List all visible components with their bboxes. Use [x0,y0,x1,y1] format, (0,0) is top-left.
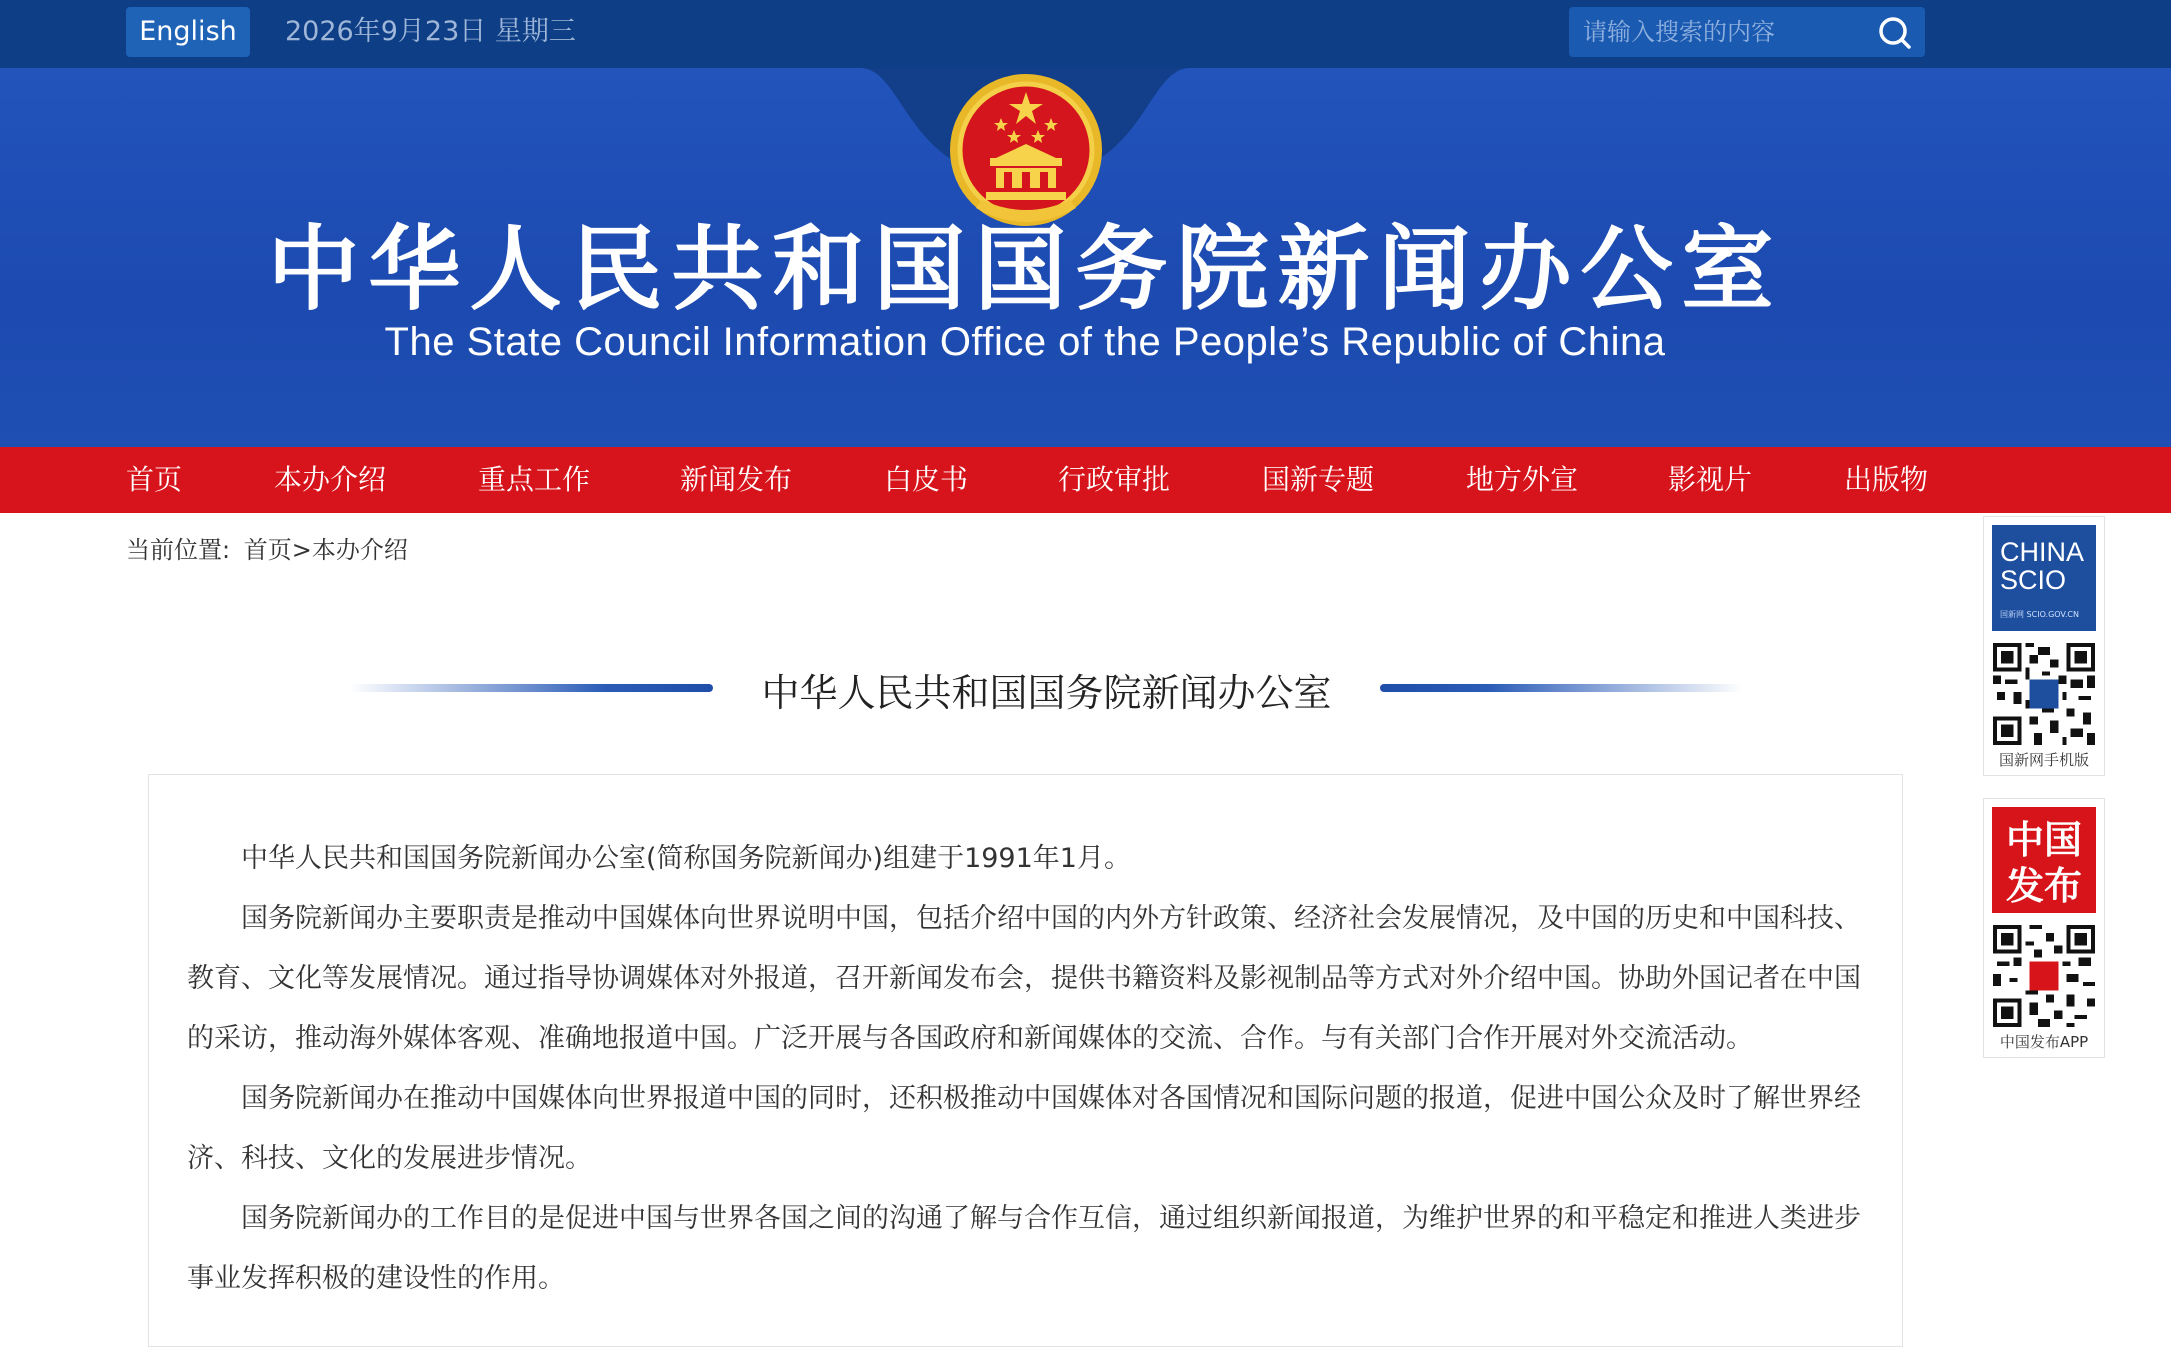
page-title: 中华人民共和国国务院新闻办公室 [761,671,1332,715]
site-title-english: The State Council Information Office of the People’s Republic of China [384,320,1666,364]
nav-item-about[interactable]: 本办介绍 [274,463,387,496]
qr-caption: 国新网手机版 [1998,751,2089,769]
qr-caption: 中国发布APP [1999,1033,2089,1051]
qr-card-china-release-app[interactable] [1983,798,2105,1058]
top-bar [0,0,2171,68]
nav-item-press-releases[interactable]: 新闻发布 [680,463,793,496]
nav-item-key-work[interactable]: 重点工作 [478,463,591,496]
header-banner [0,68,2171,447]
china-release-logo [1992,807,2096,913]
search-icon[interactable] [1876,14,1914,52]
logo-line-1: 中国 [2005,818,2083,862]
site-title-chinese: 中华人民共和国国务院新闻办公室 [267,216,1783,323]
logo-small-text: 国新网 SCIO.GOV.CN [2000,610,2079,619]
article-paragraph: 中华人民共和国国务院新闻办公室(简称国务院新闻办)组建于1991年1月。 [241,843,1131,874]
qr-code-icon [1993,643,2095,745]
main-nav [0,447,2171,513]
breadcrumb-path-link[interactable]: 首页>本办介绍 [243,536,408,564]
nav-item-home[interactable]: 首页 [126,463,183,496]
nav-item-local-publicity[interactable]: 地方外宣 [1466,463,1579,496]
article-paragraph: 国务院新闻办主要职责是推动中国媒体向世界说明中国，包括介绍中国的内外方针政策、经济社会发展情况，及中国的历史和中国科技、教育、文化等发展情况。通过指导协调媒体对外报道，召开新闻发布会，提供书籍资料及影视制品等方式对外介绍中国。协助外国记者在中国的采访，推动海外媒体客观、准确地报道中国。广泛开展与各国政府和新闻媒体的交流、合作。与有关部门合作开展对外交流活动。 [187,903,1861,1054]
nav-item-white-papers[interactable]: 白皮书 [884,463,969,496]
search-box [1569,7,1925,57]
heading-divider-right [1380,684,1743,692]
english-button[interactable]: English [126,7,250,57]
breadcrumb [126,530,408,565]
qr-card-scio-mobile[interactable] [1983,516,2105,776]
heading-divider-left [350,684,713,692]
nav-item-scio-topics[interactable]: 国新专题 [1262,463,1375,496]
nav-item-administrative-approval[interactable]: 行政审批 [1058,463,1171,496]
china-scio-logo [1992,525,2096,631]
logo-line-2: 发布 [2005,864,2083,908]
article-paragraph: 国务院新闻办的工作目的是促进中国与世界各国之间的沟通了解与合作互信，通过组织新闻报道，为维护世界的和平稳定和推进人类进步事业发挥积极的建设性的作用。 [187,1203,1861,1294]
nav-item-publications[interactable]: 出版物 [1844,463,1929,496]
article-paragraph: 国务院新闻办在推动中国媒体向世界报道中国的同时，还积极推动中国媒体对各国情况和国际问题的报道，促进中国公众及时了解世界经济、科技、文化的发展进步情况。 [187,1083,1861,1174]
current-date: 2026年9月23日 星期三 [285,16,576,47]
nav-item-films[interactable]: 影视片 [1668,463,1753,496]
qr-code-icon [1993,925,2095,1027]
breadcrumb-prefix: 当前位置: [126,536,231,564]
article-content [148,774,1903,1347]
logo-line-1: CHINA [2000,537,2085,567]
logo-line-2: SCIO [2000,565,2067,595]
search-input[interactable] [1583,12,1863,52]
